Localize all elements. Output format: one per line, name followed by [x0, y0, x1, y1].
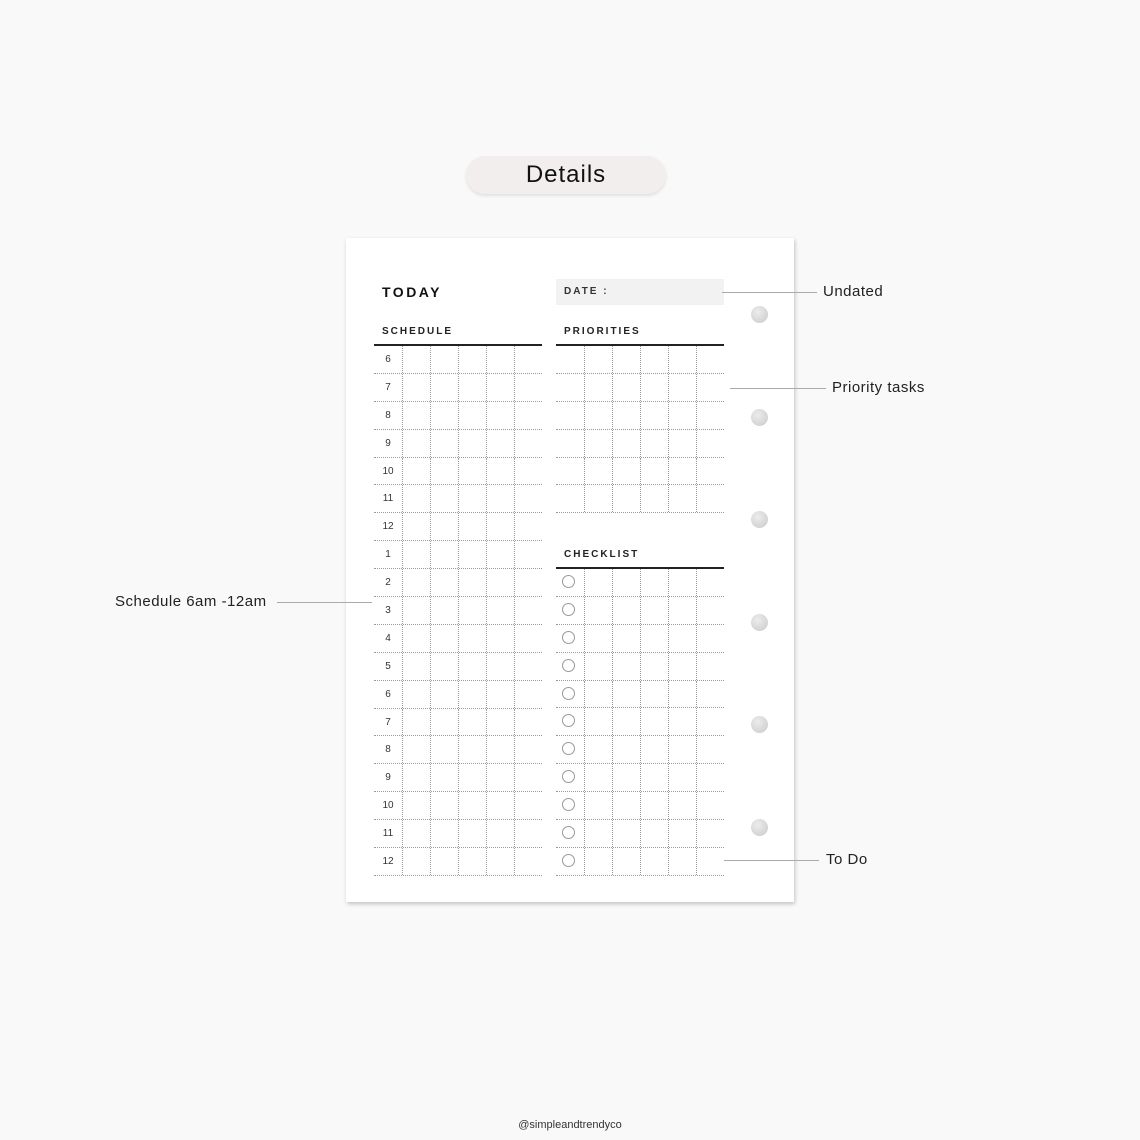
grid-column-line: [402, 541, 403, 568]
schedule-row[interactable]: [374, 402, 542, 430]
grid-column-line: [458, 402, 459, 429]
grid-column-line: [696, 430, 697, 457]
grid-column-line: [402, 764, 403, 791]
schedule-row[interactable]: [374, 569, 542, 597]
grid-column-line: [640, 430, 641, 457]
schedule-title: SCHEDULE: [382, 326, 454, 337]
schedule-row[interactable]: [374, 597, 542, 625]
grid-column-line: [458, 792, 459, 819]
grid-column-line: [668, 792, 669, 819]
grid-column-line: [612, 792, 613, 819]
grid-column-line: [696, 736, 697, 763]
grid-column-line: [486, 653, 487, 680]
grid-column-line: [486, 848, 487, 875]
grid-column-line: [458, 374, 459, 401]
grid-column-line: [430, 709, 431, 736]
grid-column-line: [584, 764, 585, 791]
grid-column-line: [640, 820, 641, 847]
grid-column-line: [486, 597, 487, 624]
schedule-grid: [374, 346, 542, 876]
schedule-row[interactable]: [374, 541, 542, 569]
hour-label: 10: [382, 800, 394, 812]
grid-column-line: [486, 625, 487, 652]
grid-column-line: [514, 653, 515, 680]
schedule-row[interactable]: [374, 346, 542, 374]
grid-column-line: [640, 736, 641, 763]
todo-leader-line: [724, 860, 819, 861]
grid-column-line: [584, 458, 585, 485]
grid-column-line: [402, 458, 403, 485]
hour-label: 3: [385, 605, 391, 617]
grid-column-line: [640, 458, 641, 485]
hour-label: 9: [385, 772, 391, 784]
checklist-row[interactable]: [556, 597, 724, 625]
grid-column-line: [696, 681, 697, 708]
schedule-leader-line: [277, 602, 372, 603]
grid-column-line: [402, 653, 403, 680]
grid-column-line: [696, 653, 697, 680]
schedule-row[interactable]: [374, 485, 542, 513]
checkbox-circle-icon[interactable]: [562, 798, 575, 811]
schedule-row[interactable]: [374, 653, 542, 681]
grid-column-line: [668, 708, 669, 735]
grid-column-line: [486, 458, 487, 485]
date-field: DATE :: [556, 279, 724, 305]
grid-column-line: [584, 653, 585, 680]
grid-column-line: [402, 346, 403, 373]
schedule-annotation: Schedule 6am -12am: [115, 593, 267, 610]
grid-column-line: [696, 792, 697, 819]
checkbox-circle-icon[interactable]: [562, 659, 575, 672]
priority-row[interactable]: [556, 374, 724, 402]
schedule-row[interactable]: [374, 513, 542, 541]
grid-column-line: [668, 653, 669, 680]
grid-column-line: [486, 764, 487, 791]
grid-column-line: [458, 848, 459, 875]
checklist-row[interactable]: [556, 625, 724, 653]
hour-label: 12: [382, 521, 394, 533]
grid-column-line: [640, 848, 641, 875]
grid-column-line: [458, 541, 459, 568]
grid-column-line: [514, 402, 515, 429]
grid-column-line: [458, 709, 459, 736]
grid-column-line: [612, 430, 613, 457]
checklist-row[interactable]: [556, 848, 724, 876]
grid-column-line: [640, 625, 641, 652]
grid-column-line: [668, 681, 669, 708]
grid-column-line: [584, 625, 585, 652]
grid-column-line: [402, 485, 403, 512]
priority-row[interactable]: [556, 346, 724, 374]
grid-column-line: [584, 820, 585, 847]
grid-column-line: [486, 485, 487, 512]
grid-column-line: [430, 625, 431, 652]
grid-column-line: [668, 764, 669, 791]
grid-column-line: [430, 820, 431, 847]
grid-column-line: [514, 430, 515, 457]
grid-column-line: [584, 848, 585, 875]
grid-column-line: [430, 653, 431, 680]
grid-column-line: [640, 597, 641, 624]
grid-column-line: [402, 513, 403, 540]
grid-column-line: [612, 848, 613, 875]
grid-column-line: [430, 792, 431, 819]
grid-column-line: [430, 374, 431, 401]
grid-column-line: [514, 820, 515, 847]
grid-column-line: [430, 597, 431, 624]
hour-label: 6: [385, 688, 391, 700]
schedule-row[interactable]: [374, 709, 542, 737]
grid-column-line: [402, 402, 403, 429]
grid-column-line: [486, 430, 487, 457]
grid-column-line: [584, 792, 585, 819]
grid-column-line: [668, 569, 669, 596]
hour-label: 4: [385, 632, 391, 644]
footer-handle: @simpleandtrendyco: [518, 1119, 622, 1131]
checkbox-circle-icon[interactable]: [562, 575, 575, 588]
grid-column-line: [458, 485, 459, 512]
grid-column-line: [584, 402, 585, 429]
checkbox-circle-icon[interactable]: [562, 854, 575, 867]
binder-hole: [751, 614, 768, 631]
checklist-grid: [556, 569, 724, 876]
grid-column-line: [402, 430, 403, 457]
grid-column-line: [584, 597, 585, 624]
grid-column-line: [514, 848, 515, 875]
grid-column-line: [696, 346, 697, 373]
grid-column-line: [514, 374, 515, 401]
grid-column-line: [486, 541, 487, 568]
checklist-row[interactable]: [556, 653, 724, 681]
checkbox-circle-icon[interactable]: [562, 603, 575, 616]
grid-column-line: [458, 681, 459, 708]
checkbox-circle-icon[interactable]: [562, 631, 575, 644]
grid-column-line: [514, 625, 515, 652]
schedule-row[interactable]: [374, 764, 542, 792]
grid-column-line: [668, 430, 669, 457]
checklist-row[interactable]: [556, 764, 724, 792]
grid-column-line: [430, 346, 431, 373]
grid-column-line: [668, 485, 669, 512]
grid-column-line: [612, 736, 613, 763]
schedule-row[interactable]: [374, 625, 542, 653]
priorities-grid: [556, 346, 724, 513]
grid-column-line: [584, 430, 585, 457]
grid-column-line: [430, 681, 431, 708]
grid-column-line: [402, 820, 403, 847]
hour-label: 5: [385, 660, 391, 672]
hour-label: 11: [382, 493, 394, 505]
grid-column-line: [668, 820, 669, 847]
grid-column-line: [458, 597, 459, 624]
binder-hole: [751, 409, 768, 426]
grid-column-line: [458, 764, 459, 791]
grid-column-line: [640, 764, 641, 791]
grid-column-line: [458, 346, 459, 373]
grid-column-line: [486, 820, 487, 847]
checklist-row[interactable]: [556, 736, 724, 764]
binder-hole: [751, 511, 768, 528]
grid-column-line: [514, 597, 515, 624]
grid-column-line: [458, 653, 459, 680]
grid-column-line: [584, 736, 585, 763]
checklist-row[interactable]: [556, 569, 724, 597]
grid-column-line: [696, 820, 697, 847]
hour-label: 7: [385, 381, 391, 393]
hour-label: 6: [385, 354, 391, 365]
binder-hole: [751, 716, 768, 733]
hour-label: 9: [385, 437, 391, 449]
grid-column-line: [458, 625, 459, 652]
grid-column-line: [402, 374, 403, 401]
schedule-row[interactable]: [374, 736, 542, 764]
grid-column-line: [584, 374, 585, 401]
details-title: Details: [525, 161, 607, 188]
grid-column-line: [696, 708, 697, 735]
grid-column-line: [640, 346, 641, 373]
grid-column-line: [696, 485, 697, 512]
grid-column-line: [430, 458, 431, 485]
grid-column-line: [696, 374, 697, 401]
grid-column-line: [668, 458, 669, 485]
grid-column-line: [640, 402, 641, 429]
grid-column-line: [458, 430, 459, 457]
schedule-row[interactable]: [374, 820, 542, 848]
grid-column-line: [458, 569, 459, 596]
hour-label: 11: [382, 828, 394, 840]
grid-column-line: [612, 374, 613, 401]
planner-page: [346, 238, 794, 902]
grid-column-line: [584, 569, 585, 596]
grid-column-line: [584, 681, 585, 708]
priority-row[interactable]: [556, 430, 724, 458]
grid-column-line: [402, 792, 403, 819]
grid-column-line: [612, 708, 613, 735]
grid-column-line: [640, 792, 641, 819]
grid-column-line: [584, 346, 585, 373]
schedule-row[interactable]: [374, 681, 542, 709]
grid-column-line: [486, 374, 487, 401]
checkbox-circle-icon[interactable]: [562, 714, 575, 727]
grid-column-line: [402, 625, 403, 652]
grid-column-line: [696, 458, 697, 485]
grid-column-line: [402, 597, 403, 624]
grid-column-line: [514, 792, 515, 819]
grid-column-line: [668, 346, 669, 373]
grid-column-line: [402, 681, 403, 708]
today-title: TODAY: [382, 284, 442, 300]
checklist-row[interactable]: [556, 681, 724, 709]
hour-label: 7: [385, 716, 391, 728]
binder-hole: [751, 306, 768, 323]
grid-column-line: [430, 513, 431, 540]
grid-column-line: [668, 736, 669, 763]
grid-column-line: [612, 653, 613, 680]
grid-column-line: [430, 764, 431, 791]
grid-column-line: [584, 708, 585, 735]
grid-column-line: [430, 402, 431, 429]
priority-row[interactable]: [556, 485, 724, 513]
grid-column-line: [514, 485, 515, 512]
grid-column-line: [612, 681, 613, 708]
grid-column-line: [514, 709, 515, 736]
grid-column-line: [514, 736, 515, 763]
binder-hole: [751, 819, 768, 836]
grid-column-line: [696, 597, 697, 624]
undated-annotation: Undated: [823, 283, 884, 300]
grid-column-line: [402, 736, 403, 763]
grid-column-line: [668, 402, 669, 429]
grid-column-line: [612, 346, 613, 373]
grid-column-line: [402, 709, 403, 736]
grid-column-line: [640, 681, 641, 708]
grid-column-line: [612, 402, 613, 429]
grid-column-line: [458, 458, 459, 485]
grid-column-line: [612, 820, 613, 847]
grid-column-line: [430, 569, 431, 596]
grid-column-line: [458, 513, 459, 540]
priority-row[interactable]: [556, 458, 724, 486]
grid-column-line: [668, 374, 669, 401]
grid-column-line: [668, 625, 669, 652]
grid-column-line: [402, 848, 403, 875]
grid-column-line: [668, 597, 669, 624]
grid-column-line: [696, 848, 697, 875]
grid-column-line: [612, 569, 613, 596]
hour-label: 8: [385, 409, 391, 421]
grid-column-line: [514, 764, 515, 791]
grid-column-line: [486, 792, 487, 819]
grid-column-line: [640, 374, 641, 401]
checkbox-circle-icon[interactable]: [562, 687, 575, 700]
grid-column-line: [612, 458, 613, 485]
grid-column-line: [696, 625, 697, 652]
grid-column-line: [430, 541, 431, 568]
priority-row[interactable]: [556, 402, 724, 430]
checkbox-circle-icon[interactable]: [562, 826, 575, 839]
grid-column-line: [486, 709, 487, 736]
checklist-row[interactable]: [556, 708, 724, 736]
priority-leader-line: [730, 388, 826, 389]
grid-column-line: [612, 597, 613, 624]
grid-column-line: [514, 346, 515, 373]
checklist-row[interactable]: [556, 820, 724, 848]
schedule-row[interactable]: [374, 458, 542, 486]
grid-column-line: [640, 708, 641, 735]
grid-column-line: [668, 848, 669, 875]
grid-column-line: [584, 485, 585, 512]
grid-column-line: [458, 820, 459, 847]
hour-label: 8: [385, 744, 391, 756]
grid-column-line: [514, 513, 515, 540]
grid-column-line: [514, 569, 515, 596]
grid-column-line: [696, 764, 697, 791]
schedule-row[interactable]: [374, 792, 542, 820]
grid-column-line: [430, 430, 431, 457]
details-title-pill: [466, 156, 666, 194]
grid-column-line: [486, 569, 487, 596]
grid-column-line: [514, 541, 515, 568]
hour-label: 12: [382, 856, 394, 868]
grid-column-line: [486, 736, 487, 763]
grid-column-line: [430, 736, 431, 763]
todo-annotation: To Do: [826, 851, 868, 868]
checklist-row[interactable]: [556, 792, 724, 820]
grid-column-line: [696, 402, 697, 429]
hour-label: 1: [385, 549, 391, 561]
grid-column-line: [640, 569, 641, 596]
grid-column-line: [514, 681, 515, 708]
grid-column-line: [612, 485, 613, 512]
grid-column-line: [612, 625, 613, 652]
schedule-row[interactable]: [374, 374, 542, 402]
priorities-title: PRIORITIES: [564, 326, 641, 337]
grid-column-line: [486, 346, 487, 373]
undated-leader-line: [722, 292, 817, 293]
grid-column-line: [430, 485, 431, 512]
grid-column-line: [486, 681, 487, 708]
checkbox-circle-icon[interactable]: [562, 742, 575, 755]
schedule-row[interactable]: [374, 430, 542, 458]
hour-label: 2: [385, 577, 391, 589]
grid-column-line: [402, 569, 403, 596]
grid-column-line: [696, 569, 697, 596]
checkbox-circle-icon[interactable]: [562, 770, 575, 783]
priority-annotation: Priority tasks: [832, 379, 925, 396]
checklist-title: CHECKLIST: [564, 549, 640, 560]
grid-column-line: [640, 485, 641, 512]
grid-column-line: [458, 736, 459, 763]
grid-column-line: [612, 764, 613, 791]
grid-column-line: [640, 653, 641, 680]
schedule-row[interactable]: [374, 848, 542, 876]
grid-column-line: [486, 402, 487, 429]
grid-column-line: [486, 513, 487, 540]
grid-column-line: [514, 458, 515, 485]
grid-column-line: [430, 848, 431, 875]
hour-label: 10: [382, 465, 394, 477]
